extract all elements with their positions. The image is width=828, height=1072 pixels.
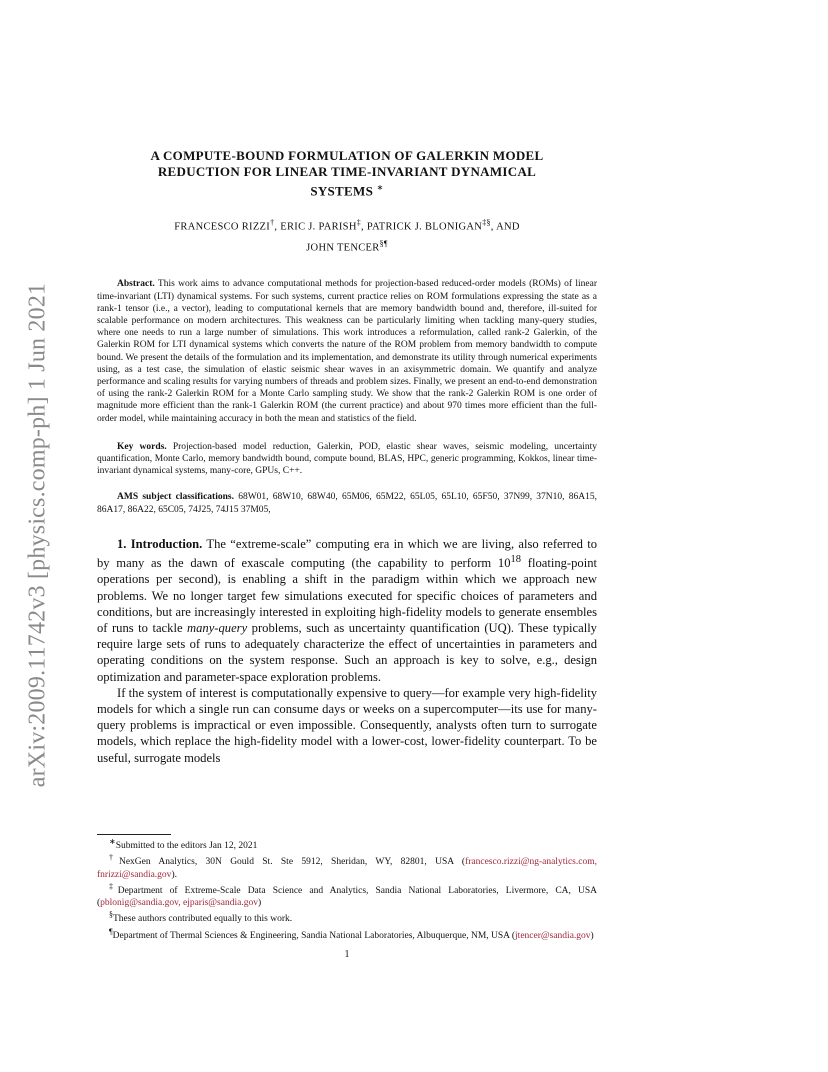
author-and: , AND (490, 221, 520, 233)
intro-paragraph-2: If the system of interest is computationally expensive to query—for example very high-fidelity models for which a single run can consume days or weeks on a supercomputer—its use for many-query problems is impractical or even impossible. Consequently, analysts often turn to surrogate models, which replace the high-fidelity model with a lower-cost, lower-fidelity counterpart. To be useful, surrogate models (97, 685, 597, 765)
email-link[interactable]: jtencer@sandia.gov (515, 931, 591, 941)
page-number: 1 (344, 949, 350, 960)
title-text: A COMPUTE-BOUND FORMULATION OF GALERKIN MODEL REDUCTION FOR LINEAR TIME-INVARIANT DYNAMICAL SYSTEMS (150, 148, 544, 199)
footnote-mark: ∗ (109, 837, 116, 846)
paper-page (97, 148, 597, 766)
ams-text: 68W01, 68W10, 68W40, 65M06, 65M22, 65L05, 65L10, 65F50, 37N99, 37N10, 86A15, 86A17, 86A22, 65C05, 74J25, 74J15 37M05, (97, 492, 598, 515)
footnote-text: ) (590, 931, 594, 941)
intro-text: The “extreme-scale” computing era in which we are living, also referred to by many as the dawn of exascale computing (the capability to perform 10 (97, 536, 598, 571)
author-separator: , (274, 221, 281, 233)
abstract (97, 278, 597, 424)
intro-paragraph-1 (97, 536, 597, 685)
author-mark: † (270, 218, 275, 228)
footnote-text: Submitted to the editors Jan 12, 2021 (115, 841, 258, 852)
ams-heading: AMS subject classifications. (117, 492, 234, 503)
keywords (97, 441, 597, 478)
introduction-section (97, 536, 597, 766)
footnote-text: Department of Thermal Sciences & Engineering, Sandia National Laboratories, Albuquerque, NM, USA ( (112, 931, 516, 941)
ams-classifications (97, 491, 597, 515)
author-mark: §¶ (379, 238, 388, 248)
footnote-text: Department of Extreme-Scale Data Science and Analytics, Sandia National Laboratories, Livermore, CA, USA ( (97, 886, 597, 909)
arxiv-identifier: arXiv:2009.11742v3 [physics.comp-ph] 1 Jun 2021 (24, 282, 51, 788)
footnote-1 (97, 836, 597, 852)
emphasis: many-query (187, 620, 248, 635)
footnotes (97, 836, 597, 942)
section-heading: 1. Introduction. (117, 536, 203, 551)
keywords-text: Projection-based model reduction, Galerkin, POD, elastic shear waves, seismic modeling, uncertainty quantification, Monte Carlo, memory bandwidth bound, compute bound, BLAS, HPC, generic programming, Kokkos, linear time-invariant dynamical systems, many-core, GPUs, C++. (97, 441, 598, 477)
footnote-mark: § (109, 910, 113, 920)
footnote-4 (97, 909, 597, 925)
abstract-heading: Abstract. (117, 279, 155, 290)
author-blonigan: PATRICK J. BLONIGAN (366, 221, 483, 233)
author-mark: ‡ (356, 218, 362, 228)
footnote-mark: † (109, 853, 119, 863)
abstract-text: This work aims to advance computational methods for projection-based reduced-order models (ROMs) of linear time-invariant (LTI) dynamical systems. For such systems, current practice relies on ROM formulations expressing the state as a rank-1 tensor (i.e., a vector), leading to computational kernels that are memory bandwidth bound and, therefore, ill-suited for scalable performance on modern architectures. This weakness can be particularly limiting when tackling many-query studies, where one needs to run a large number of simulations. This work introduces a reformulation, called rank-2 Galerkin, of the Galerkin ROM for LTI dynamical systems which converts the nature of the ROM problem from memory bandwidth to compute bound. We present the details of the formulation and its implementation, and demonstrate its utility through numerical experiments using, as a test case, the simulation of elastic seismic shear waves in an axisymmetric domain. We quantify and analyze performance and scaling results for varying numbers of threads and problem sizes. Finally, we present an end-to-end demonstration of using the rank-2 Galerkin ROM for a Monte Carlo sampling study. We show that the rank-2 Galerkin ROM is one order of magnitude more efficient than the rank-1 Galerkin ROM (the current practice) and about 970 times more efficient than the full-order model, while maintaining accuracy in both the mean and statistics of the field. (97, 279, 597, 424)
footnote-5 (97, 926, 597, 942)
footnote-text: These authors contributed equally to this work. (113, 914, 293, 925)
footnote-mark: ‡ (109, 881, 118, 891)
title-footnote-mark: ∗ (376, 183, 384, 192)
author-list (97, 215, 597, 256)
footnote-mark: ¶ (109, 926, 113, 936)
footnote-text: NexGen Analytics, 30N Gould St. Ste 5912, Sheridan, WY, 82801, USA ( (118, 857, 466, 868)
keywords-heading: Key words. (117, 441, 167, 452)
intro-text: floating-point operations per second), is enabling a shift in the paradigm within which we approach new problems. We no longer target few simulations executed for specific choices of parameters and conditions, but are increasingly interested in exploiting high-fidelity models to generate ensembles of runs to tackle (97, 556, 598, 635)
footnote-rule (97, 834, 171, 835)
author-separator: , (361, 221, 367, 233)
author-mark: ‡§ (482, 218, 491, 228)
email-link[interactable]: pblonig@sandia.gov, ejparis@sandia.gov (100, 898, 258, 909)
footnote-2 (97, 852, 597, 881)
paper-title (137, 148, 557, 199)
footnote-text: ). (171, 869, 177, 880)
author-parish: ERIC J. PARISH (280, 221, 357, 233)
author-tencer: JOHN TENCER (306, 242, 380, 254)
exponent: 18 (510, 553, 522, 565)
email-link[interactable]: francesco.rizzi@ng-analytics.com, fnrizzi@sandia.gov (97, 857, 597, 880)
author-rizzi: FRANCESCO RIZZI (174, 221, 271, 233)
footnote-text: ) (257, 898, 262, 909)
intro-text: problems, such as uncertainty quantification (UQ). These typically require large sets of runs to adequately characterize the effect of uncertainties in parameters and operating conditions on the system response. Such an approach is key to solve, e.g., design optimization and parameter-space exploration problems. (97, 620, 597, 684)
footnote-3 (97, 881, 597, 910)
